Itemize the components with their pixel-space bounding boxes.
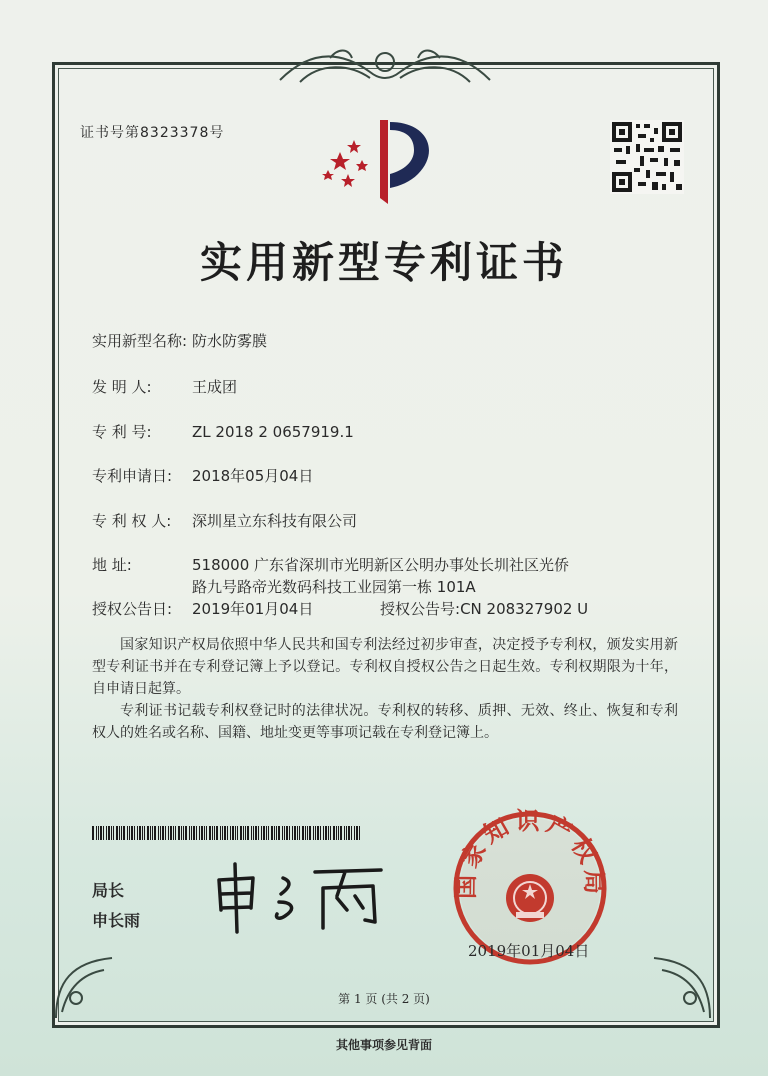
statement-paragraph: 专利证书记载专利权登记时的法律状况。专利权的转移、质押、无效、终止、恢复和专利权人的姓名或名称、国籍、地址变更等事项记载在专利登记簿上。 <box>92 703 678 741</box>
director-name: 申长雨 <box>92 911 141 930</box>
field-patent-number <box>92 421 354 442</box>
seal-text: 国家知识产权局 <box>451 808 609 900</box>
footer-note: 其他事项参见背面 <box>335 1038 432 1052</box>
top-ornament-icon <box>270 42 500 88</box>
grant-date-value: 2019年01月04日 <box>192 600 314 618</box>
grant-number-label: 授权公告号: <box>380 600 461 618</box>
field-label: 专 利 号: <box>92 423 152 441</box>
field-address <box>92 554 569 598</box>
field-value: ZL 2018 2 0657919.1 <box>192 423 354 441</box>
director-title: 局长 <box>92 881 125 900</box>
barcode-icon <box>92 826 362 840</box>
page-number: 第 1 页 (共 2 页) <box>338 992 430 1006</box>
field-patentee <box>92 510 357 531</box>
seal-date: 2019年01月04日 <box>468 942 590 960</box>
field-label: 专利申请日: <box>92 467 173 485</box>
field-value: 王成团 <box>192 378 238 396</box>
field-value: 深圳星立东科技有限公司 <box>192 512 358 530</box>
certificate-number: 证书号第8323378号 <box>80 125 225 141</box>
field-value: 防水防雾膜 <box>192 332 268 350</box>
address-line-1: 518000 广东省深圳市光明新区公明办事处长圳社区光侨 <box>192 556 570 574</box>
field-label: 发 明 人: <box>92 378 152 396</box>
grant-info <box>92 598 652 619</box>
address-line-2: 路九号路帝光数码科技工业园第一栋 101A <box>192 578 476 596</box>
field-label: 专 利 权 人: <box>92 512 172 530</box>
grant-date-label: 授权公告日: <box>92 600 173 618</box>
field-application-date <box>92 465 313 486</box>
field-inventor <box>92 376 237 397</box>
grant-number-value: CN 208327902 U <box>460 600 589 618</box>
field-value: 2018年05月04日 <box>192 467 314 485</box>
patent-office-logo-icon <box>318 112 448 212</box>
field-label: 实用新型名称: <box>92 332 188 350</box>
certificate-title: 实用新型专利证书 <box>199 238 568 287</box>
handwritten-signature <box>205 858 395 938</box>
qr-code-icon <box>610 120 684 194</box>
corner-ornament-icon <box>52 952 122 1022</box>
corner-ornament-icon <box>644 952 714 1022</box>
field-label: 地 址: <box>92 556 132 574</box>
statement-paragraph: 国家知识产权局依照中华人民共和国专利法经过初步审查，决定授予专利权，颁发实用新型专利证书并在专利登记簿上予以登记。专利权自授权公告之日起生效。专利权期限为十年，自申请日起算。 <box>92 637 678 697</box>
field-utility-model-name <box>92 330 267 351</box>
